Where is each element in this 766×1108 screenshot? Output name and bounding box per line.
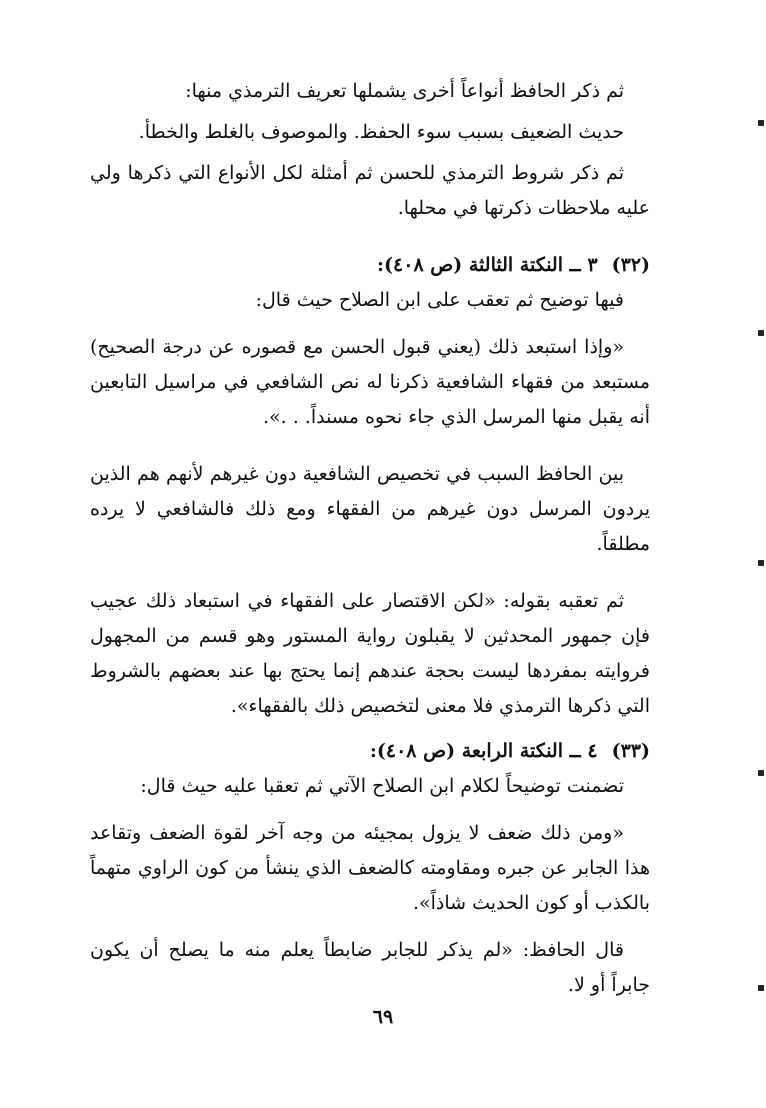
paragraph-1: ثم ذكر الحافظ أنواعاً أخرى يشملها تعريف الترمذي منها:	[185, 80, 624, 102]
section-33-number: (٣٣)	[611, 740, 650, 762]
section-32-intro: فيها توضيح ثم تعقب على ابن الصلاح حيث قال:	[255, 289, 624, 311]
section-32-quote: «وإذا استبعد ذلك (يعني قبول الحسن مع قصوره عن درجة الصحيح) مستبعد من فقهاء الشافعية ذكرنا له نص الشافعي في مراسيل التابعين أنه يقبل منها المرسل الذي جاء نحوه مسنداً. . .».	[90, 336, 650, 428]
section-33-quote: «ومن ذلك ضعف لا يزول بمجيئه من وجه آخر لقوة الضعف وتقاعد هذا الجابر عن جبره ومقاومته كالضعف الذي ينشأ من كون الراوي متهماً بالكذب أو كون الحديث شاذاً».	[90, 822, 650, 914]
scan-edge-mark	[758, 985, 764, 991]
section-33-title: ٤ ــ النكتة الرابعة (ص ٤٠٨):	[369, 740, 598, 762]
page-number: ٦٩	[372, 1006, 394, 1028]
section-32-heading	[90, 248, 650, 283]
paragraph-2: حديث الضعيف بسبب سوء الحفظ. والموصوف بالغلط والخطأ.	[138, 121, 624, 143]
paragraph-3: ثم ذكر شروط الترمذي للحسن ثم أمثلة لكل الأنواع التي ذكرها ولي عليه ملاحظات ذكرتها في محلها.	[90, 162, 650, 219]
scan-edge-mark	[758, 560, 764, 566]
scan-edge-mark	[758, 120, 764, 126]
section-33-paragraph-1: قال الحافظ: «لم يذكر للجابر ضابطاً يعلم منه ما يصلح أن يكون جابراً أو لا.	[90, 939, 650, 996]
section-33-heading	[90, 734, 650, 769]
section-32-number: (٣٢)	[611, 254, 650, 276]
page-body	[90, 74, 650, 1003]
section-32-paragraph-1: بين الحافظ السبب في تخصيص الشافعية دون غيرهم لأنهم هم الذين يردون المرسل دون غيرهم من الفقهاء ومع ذلك فالشافعي لا يرده مطلقاً.	[90, 463, 650, 555]
scan-edge-mark	[758, 770, 764, 776]
section-32-title: ٣ ــ النكتة الثالثة (ص ٤٠٨):	[377, 254, 598, 276]
section-32-paragraph-2: ثم تعقبه بقوله: «لكن الاقتصار على الفقهاء في استبعاد ذلك عجيب فإن جمهور المحدثين لا يقبلون رواية المستور وهو قسم من المجهول فروايته بمفردها ليست بحجة عندهم إنما يحتج بها عند بعضهم بالشروط التي ذكرها الترمذي فلا معنى لتخصيص ذلك بالفقهاء».	[90, 590, 650, 717]
scan-edge-mark	[758, 330, 764, 336]
section-33-intro: تضمنت توضيحاً لكلام ابن الصلاح الآتي ثم تعقبا عليه حيث قال:	[140, 775, 624, 797]
